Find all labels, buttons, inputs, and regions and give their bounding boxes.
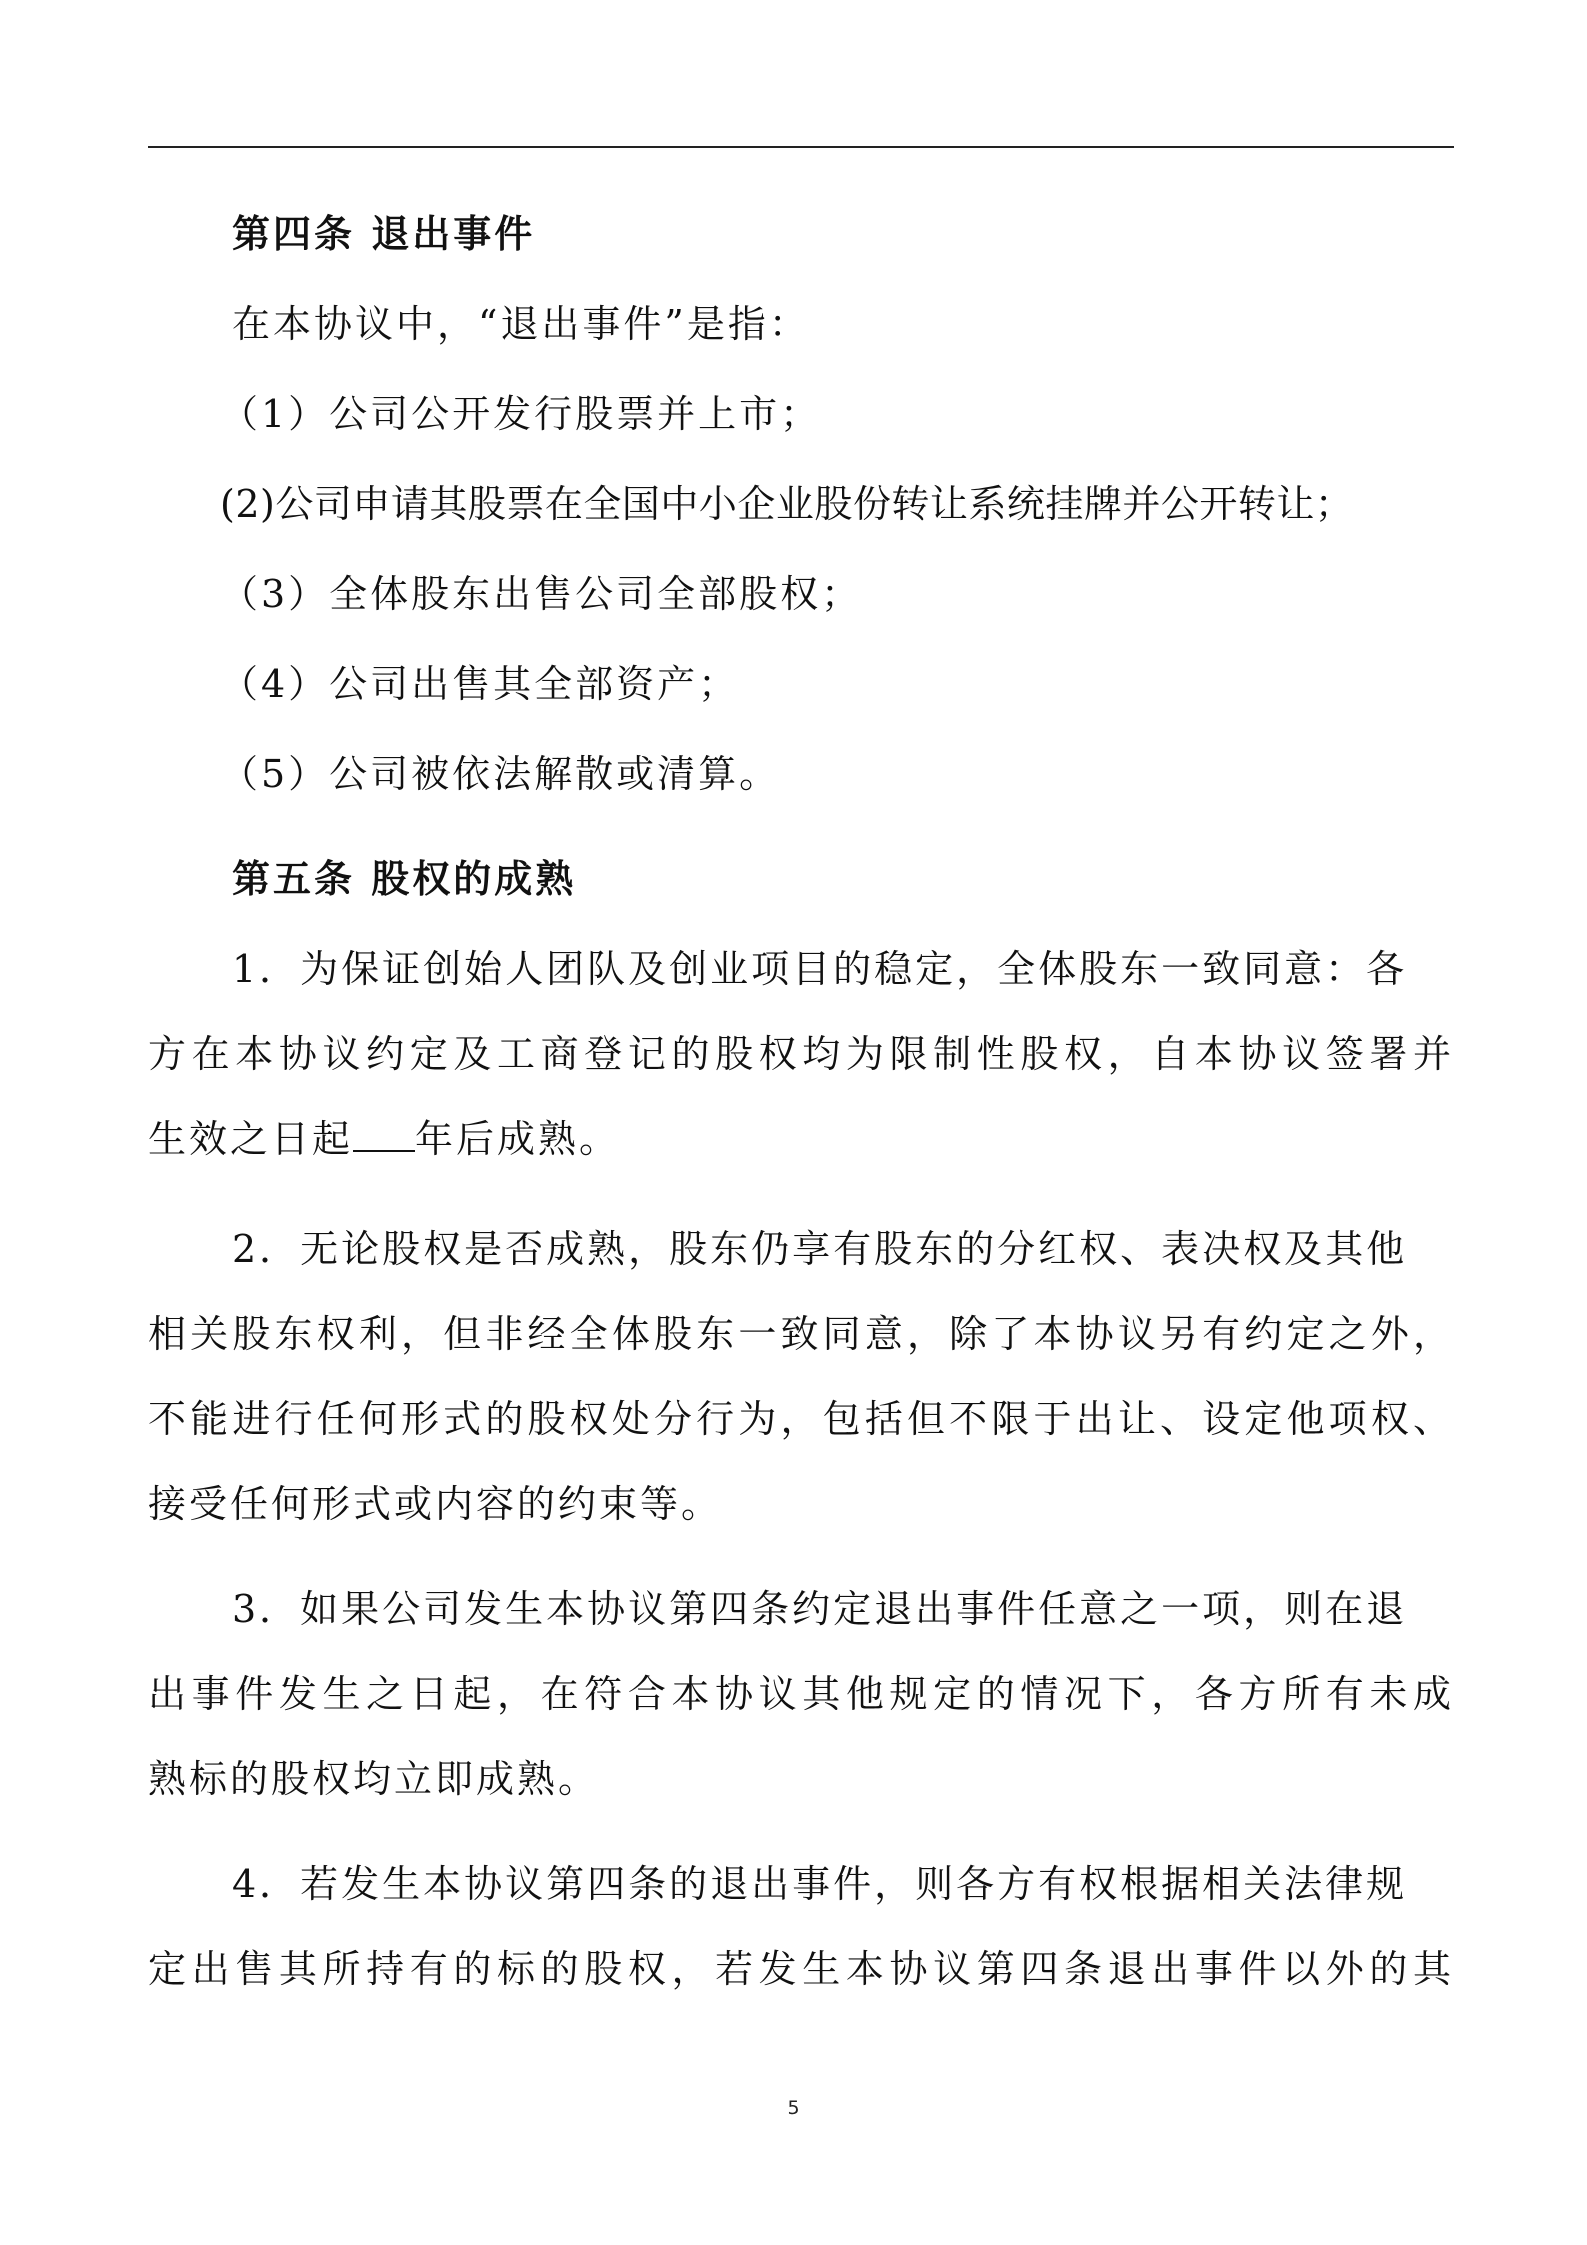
page-number: 5 <box>787 2097 800 2119</box>
article-5-p2-line-2: 相关股东权利，但非经全体股东一致同意，除了本协议另有约定之外， <box>148 1312 1454 1356</box>
article-5-p2-line-3: 不能进行任何形式的股权处分行为，包括但不限于出让、设定他项权、 <box>148 1397 1454 1441</box>
article-5-p3-line-1: 3．如果公司发生本协议第四条约定退出事件任意之一项，则在退 <box>232 1587 1408 1631</box>
article-5-p1-line-1: 1．为保证创始人团队及创业项目的稳定，全体股东一致同意：各 <box>232 947 1408 991</box>
article-5-p2-line-1: 2．无论股权是否成熟，股东仍享有股东的分红权、表决权及其他 <box>232 1227 1408 1271</box>
exit-event-item-1: （1）公司公开发行股票并上市； <box>220 392 822 436</box>
article-5-p1-line-3-end: 年后成熟。 <box>415 1117 621 1161</box>
article-5-p2-line-4: 接受任何形式或内容的约束等。 <box>148 1482 723 1526</box>
vesting-years-blank[interactable] <box>353 1120 415 1152</box>
article-5-p4-line-1: 4．若发生本协议第四条的退出事件，则各方有权根据相关法律规 <box>232 1862 1408 1906</box>
header-rule <box>148 146 1454 148</box>
article-4-intro: 在本协议中，“退出事件”是指： <box>232 302 810 346</box>
exit-event-item-3: （3）全体股东出售公司全部股权； <box>220 572 863 616</box>
article-5-p3-line-2: 出事件发生之日起，在符合本协议其他规定的情况下，各方所有未成 <box>148 1672 1454 1716</box>
article-5-title: 第五条 股权的成熟 <box>232 856 577 901</box>
exit-event-item-5: （5）公司被依法解散或清算。 <box>220 752 781 796</box>
article-5-p3-line-3: 熟标的股权均立即成熟。 <box>148 1757 600 1801</box>
exit-event-item-2: (2)公司申请其股票在全国中小企业股份转让系统挂牌并公开转让； <box>220 482 1354 526</box>
article-5-p4-line-2: 定出售其所持有的标的股权，若发生本协议第四条退出事件以外的其 <box>148 1947 1454 1991</box>
exit-event-item-4: （4）公司出售其全部资产； <box>220 662 740 706</box>
article-5-p1-line-2: 方在本协议约定及工商登记的股权均为限制性股权，自本协议签署并 <box>148 1032 1454 1076</box>
article-5-p1-line-3-start: 生效之日起 <box>148 1117 354 1161</box>
article-4-title: 第四条 退出事件 <box>232 211 536 256</box>
article-5-p1-line-3 <box>148 1115 1454 1163</box>
